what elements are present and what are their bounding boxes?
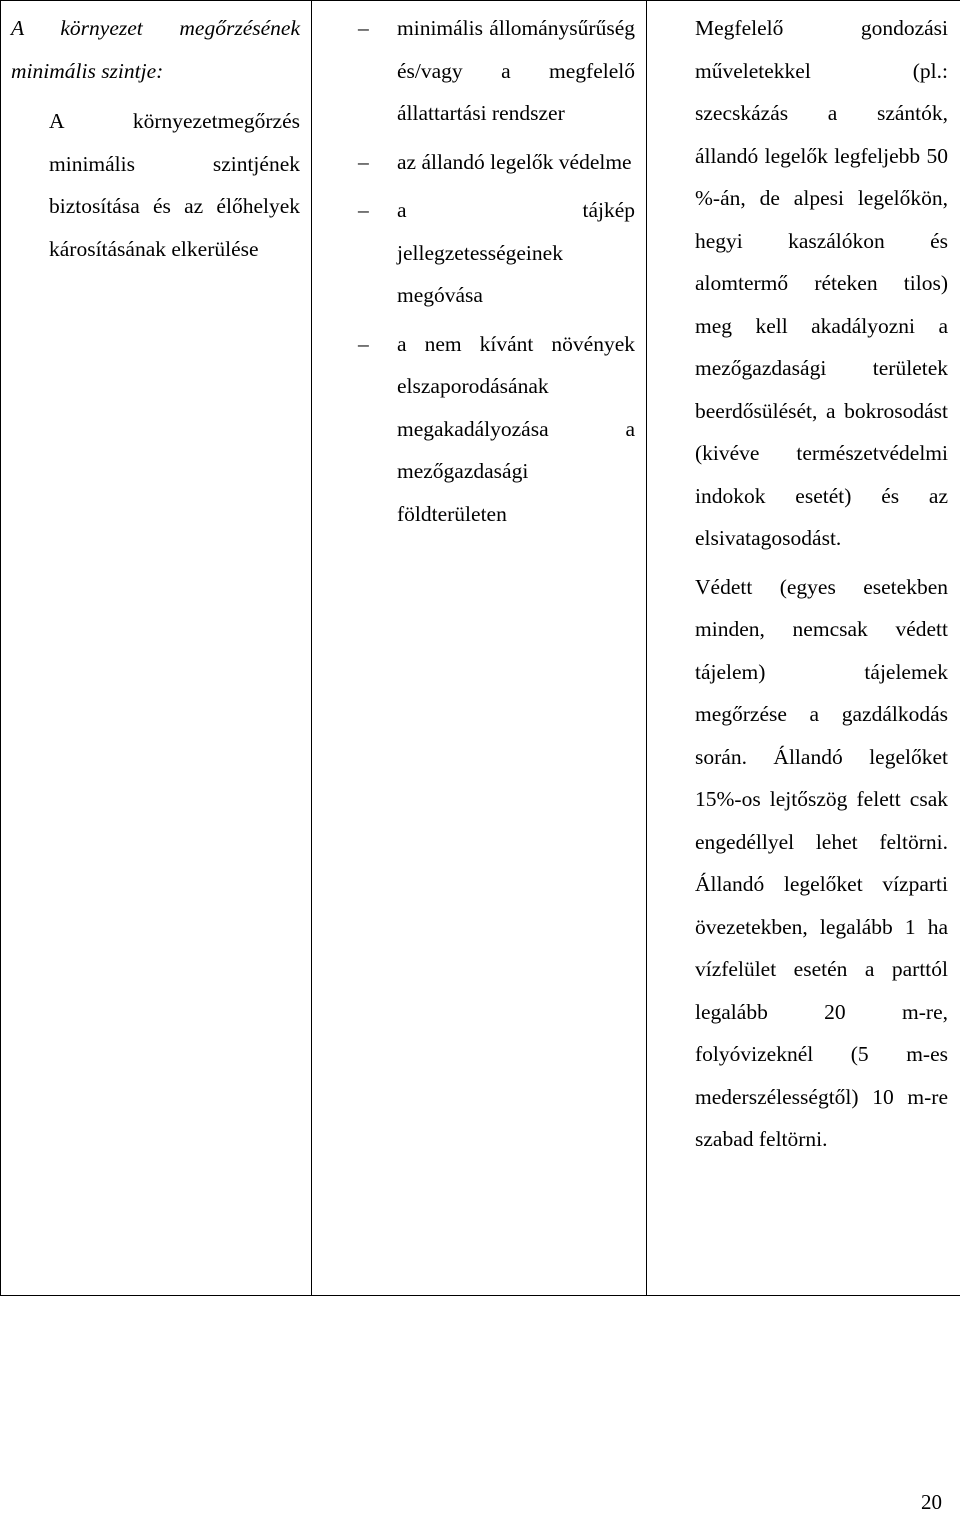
table-row bbox=[1, 1, 960, 1296]
dash-bullet: – bbox=[358, 141, 382, 184]
table-cell-standard bbox=[1, 1, 312, 1296]
requirement-text: az állandó legelők védelme bbox=[397, 150, 632, 174]
standard-heading-line-1: A környezet megőrzésének bbox=[11, 7, 300, 50]
requirement-item bbox=[312, 189, 635, 317]
details-paragraph-2: Védett (egyes esetekben minden, nemcsak védett tájelem) tájelemek megőrzése a gazdálkodás során. Állandó legelőket 15%-os lejtőszög felett csak engedéllyel lehet feltörni. Állandó legelőket vízparti övezetekben, legalább 1 ha vízfelület esetén a parttól legalább 20 m-re, folyóvizeknél (5 m-es mederszélességtől) 10 m-re szabad feltörni. bbox=[695, 566, 948, 1161]
details-paragraph-1: Megfelelő gondozási műveletekkel (pl.: szecskázás a szántók, állandó legelők legfeljebb 50 %-án, de alpesi legelőkön, hegyi kaszálókon és alomtermő réteken tilos) meg kell akadályozni a mezőgazdasági területek beerdősülését, a bokrosodást (kivéve természetvédelmi indokok esetét) és az elsivatagosodást. bbox=[695, 7, 948, 560]
standard-heading-line-2: minimális szintje: bbox=[11, 50, 300, 93]
dash-bullet: – bbox=[358, 189, 382, 232]
table-cell-details bbox=[647, 1, 960, 1296]
requirement-item bbox=[312, 323, 635, 536]
dash-bullet: – bbox=[358, 323, 382, 366]
table-cell-requirements bbox=[312, 1, 647, 1296]
requirement-item bbox=[312, 7, 635, 135]
requirement-item bbox=[312, 141, 635, 184]
page-number: 20 bbox=[921, 1490, 942, 1514]
requirement-text: minimális állománysűrűség és/vagy a megfelelő állattartási rendszer bbox=[397, 16, 635, 125]
requirement-text: a nem kívánt növények elszaporodásának megakadályozása a mezőgazdasági földterületen bbox=[397, 332, 635, 526]
requirement-text: a tájkép jellegzetességeinek megóvása bbox=[397, 198, 635, 307]
standard-heading bbox=[11, 7, 300, 92]
standard-objective: A környezetmegőrzés minimális szintjének biztosítása és az élőhelyek károsításának elkerülése bbox=[11, 100, 300, 270]
dash-bullet: – bbox=[358, 7, 382, 50]
